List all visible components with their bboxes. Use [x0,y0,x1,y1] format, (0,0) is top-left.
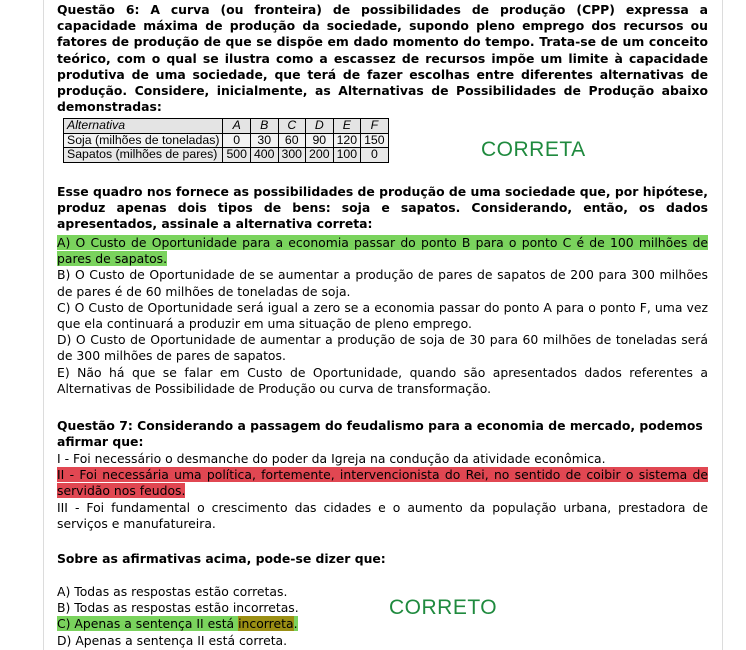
option-b: B) Todas as respostas estão incorretas. [57,600,299,616]
question-6-statement: Questão 6: A curva (ou fronteira) de possibilidades de produção (CPP) expressa a capacidade máxima de produção da sociedade, supondo pleno emprego dos recursos ou fatores de produção de que se dispõe em dado momento do tempo. Trata-se de um conceito teórico, com o qual se ilustra como a escassez de recursos impõe um limite à capacidade produtiva de uma sociedade, que terá de fazer escolhas entre diferentes alternativas de produção. Considere, inicialmente, as Alternativas de Possibilidades de Produção abaixo demonstradas: [57,2,708,115]
statement-ii-highlighted: II - Foi necessária uma política, fortemente, intervencionista do Rei, no sentido de coibir o sistema de servidão nos feudos. [57,467,708,499]
option-c: C) O Custo de Oportunidade será igual a zero se a economia passar do ponto A para o ponto F, uma vez que ela continuará a produzir em uma situação de pleno emprego. [57,299,708,332]
question-6-prompt: Esse quadro nos fornece as possibilidades de produção de uma sociedade que, por hipótese, produz apenas dois tipos de bens: soja e sapatos. Considerando, então, os dados apresentados, assinale a alternativa correta: [57,184,708,232]
production-alternatives-table [63,118,389,163]
table-cell: 0 [223,133,251,148]
table-cell: 120 [333,133,361,148]
table-row-sapatos [64,148,389,163]
question-7-title: Questão 7: Considerando a passagem do feudalismo para a economia de mercado, podemos afirmar que: [57,418,703,450]
option-e: E) Não há que se falar em Custo de Oportunidade, quando são apresentados dados referentes a Alternativas de Possibilidade de Produção ou curva de transformação. [57,364,708,396]
page-left-edge [43,0,44,650]
table-cell: 300 [278,148,306,163]
statement-i: I - Foi necessário o desmanche do poder da Igreja na condução da atividade econômica. [57,451,606,466]
question-6-options [57,235,708,397]
table-cell: 100 [333,148,361,163]
correct-stamp-q6: CORRETA [481,138,586,161]
option-c [57,616,708,632]
page-right-edge [722,0,723,650]
table-header-row [64,119,389,134]
option-a: A) Todas as respostas estão corretas. [57,584,288,599]
option-c-prefix: C) Apenas a sentença II está [57,616,239,632]
option-c-incorrect-word: incorreta [238,616,294,632]
question-7-prompt: Sobre as afirmativas acima, pode-se dizer que: [57,551,386,566]
option-d: D) O Custo de Oportunidade de aumentar a produção de soja de 30 para 60 milhões de toneladas será de 300 milhões de pares de sapatos. [57,332,708,364]
table-cell: 90 [306,133,334,148]
table-col-header: E [333,119,361,134]
table-cell: 200 [306,148,334,163]
table-row-soja [64,133,389,148]
table-cell: 500 [223,148,251,163]
table-cell: 400 [250,148,278,163]
table-col-header: D [306,119,334,134]
table-cell: 30 [250,133,278,148]
table-col-header: A [223,119,251,134]
table-row-label: Soja (milhões de toneladas) [64,133,223,148]
table-cell: 60 [278,133,306,148]
option-a-highlighted: A) O Custo de Oportunidade para a economia passar do ponto B para o ponto C é de 100 milhões de pares de sapatos. [57,235,708,267]
table-header-label: Alternativa [64,119,223,134]
table-col-header: F [361,119,389,134]
table-col-header: B [250,119,278,134]
statement-iii: III - Foi fundamental o crescimento das cidades e o aumento da população urbana, prestadora de serviços e manufatureira. [57,499,708,531]
question-7-options [57,584,708,649]
table-cell: 150 [361,133,389,148]
option-d: D) Apenas a sentença II está correta. [57,632,288,648]
option-b: B) O Custo de Oportunidade de se aumentar a produção de pares de sapatos de 200 para 300 milhões de pares é de 60 milhões de toneladas de soja. [57,267,708,299]
correct-stamp-q7: CORRETO [389,596,498,619]
question-7-statements [57,451,708,532]
table-row-label: Sapatos (milhões de pares) [64,148,223,163]
option-c-suffix: . [293,616,298,632]
table-col-header: C [278,119,306,134]
table-cell: 0 [361,148,389,163]
